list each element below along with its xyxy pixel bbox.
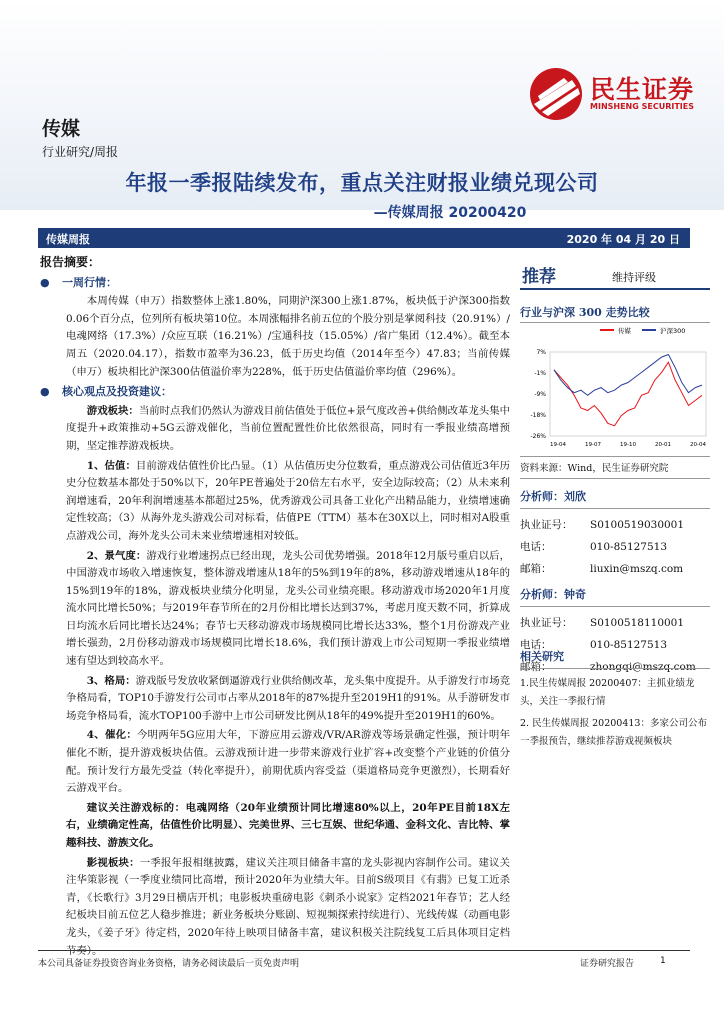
- y-tick-label: -1%: [534, 370, 546, 377]
- structure-paragraph: 3、格局：游戏版号发放收紧倒逼游戏行业供给侧改革，龙头集中度提升。从手游发行市场竞争格局看，TOP10手游发行公司市占率从2018年的87%提升至2019H1的91%。从手游研发市场竞争格局看，流水TOP100手游中上市公司研发比例从18年的49%提升至2019H1的60%。: [66, 674, 511, 722]
- weekly-heading: ● 一周行情：: [40, 274, 510, 292]
- report-subtitle: —传媒周报 20200420: [373, 205, 527, 221]
- related-item[interactable]: 2. 民生传媒周报 20200413：多家公司公布一季报预告，继续推荐游戏视频板块: [520, 718, 707, 747]
- legend-hs300: 沪深300: [660, 327, 686, 335]
- chart-source: 资料来源：Wind，民生证券研究院: [520, 463, 669, 474]
- valuation-paragraph: 1、估值：目前游戏估值性价比凸显。（1）从估值历史分位数看，重点游戏公司估值近3年历史分位数基本都处于50%以下，20年PE普遍处于20倍左右水平，安全边际较高；（2）从未来利润增速看，20年利润增速基本都超过25%，优秀游戏公司具备工业化产出精品能力，业绩增速确定性较高；（3）从海外龙头游戏公司对标看，估值PE（TTM）基本在30X以上，同时相对A股重点游戏公司，海外龙头公司未来业绩增速相对较低。: [66, 459, 510, 542]
- source-divider: [520, 478, 710, 479]
- chart-title-divider: [520, 322, 710, 323]
- footer-disclaimer: 本公司具备证券投资咨询业务资格，请务必阅读最后一页免责声明: [38, 959, 300, 969]
- analyst-1-license: 执业证号： S0100519030001: [520, 519, 685, 531]
- chart-series: [554, 355, 702, 426]
- rating-box: [520, 262, 710, 290]
- weekly-text: 本周传媒（申万）指数整体上涨1.80%，同期沪深300上涨1.87%，板块低于沪深300指数0.06个百分点，位列所有板块第10位。本周涨幅排名前五位的个股分别是掌阅科技（20.91%）/电魂网络（17.3%）/众应互联（16.21%）/宝通科技（15.05%）/省广集团（12.4%）。截至本周五（2020.04.17），指数市盈率为36.23，低于历史均值（2014年至今）47.83；当前传媒（申万）板块相比沪深300估值溢价率为228%，低于历史估值溢价率均值（296%）。: [66, 295, 510, 378]
- trend-chart: [520, 324, 712, 456]
- chart-title: 行业与沪深 300 走势比较: [520, 306, 650, 319]
- series-line-media: [554, 362, 702, 426]
- summary-section: [40, 254, 510, 962]
- film-paragraph: 影视板块：一季报年报相继披露，建议关注项目储备丰富的龙头影视内容制作公司。建议关注华策影视（一季度业绩同比高增，预计2020年为业绩大年。目前S级项目《有翡》已复工近杀青，《长歌行》3月29日横店开机；电影板块重磅电影《刺杀小说家》定档2021年春节；艺人经纪板块目前五位艺人稳步推进；新业务板块分账剧、短视频探索持续进行）、光线传媒（动画电影龙头，《姜子牙》待定档，2020年待上映项目储备丰富，建议积极关注院线复工后具体项目定档节奏）。: [66, 856, 511, 957]
- page-number: 1: [660, 956, 666, 966]
- game-intro: 游戏板块：当前时点我们仍然认为游戏目前估值处于低位+景气度改善+供给侧改革龙头集中度提升+政策推动+5G云游戏催化，当前位置配置性价比依然很高，同时有一季报业绩高增预期，坚定推荐游戏板块。: [66, 404, 510, 452]
- x-tick-label: 20-04: [690, 442, 706, 448]
- x-tick-label: 19-04: [550, 442, 566, 448]
- x-tick-label: 20-01: [655, 442, 671, 448]
- analyst-2-heading: 分析师：钟奇: [520, 588, 586, 601]
- y-tick-label: -9%: [534, 391, 546, 398]
- brand-english: MINSHENG SECURITIES: [590, 102, 694, 111]
- summary-heading: 报告摘要：: [40, 255, 101, 269]
- y-tick-label: -18%: [530, 412, 546, 419]
- report-type: 行业研究/周报: [42, 145, 119, 159]
- analyst-1: [520, 488, 710, 580]
- related-heading: 相关研究: [520, 648, 710, 669]
- x-axis: [550, 442, 706, 448]
- rating-label: 推荐: [522, 267, 556, 287]
- y-tick-label: 7%: [536, 349, 546, 356]
- x-tick-label: 19-10: [620, 442, 636, 448]
- bar-left-label: 传媒周报: [46, 233, 90, 246]
- catalyst-paragraph: 4、催化：今明两年5G应用大年，下游应用云游戏/VR/AR游戏等场景确定性强，预计明年催化不断，提升游戏板块估值。云游戏预计进一步带来游戏行业扩容+改变整个产业链的价值分配。预计发行方最先受益（转化率提升），前期优质内容受益（渠道格局竞争更激烈），长期看好云游戏平台。: [66, 729, 510, 795]
- rating-row: [520, 262, 710, 290]
- analyst-2-license: 执业证号： S0100518110001: [520, 617, 685, 629]
- related-item[interactable]: 1.民生传媒周报 20200407：主抓业绩龙头，关注一季报行情: [520, 678, 695, 707]
- y-axis: [530, 349, 546, 440]
- x-tick-label: 19-07: [585, 442, 601, 448]
- prosperity-paragraph: 2、景气度：游戏行业增速拐点已经出现，龙头公司优势增强。2018年12月版号重启以后，中国游戏市场收入增速恢复，整体游戏增速从18年的5%到19年的8%，移动游戏增速从18年的15%到19年的18%，游戏板块业绩分化明显，龙头公司业绩亮眼。移动游戏市场2020年1月度流水同比增长50%；与2019年春节所在的2月份相比增长达到37%，考虑月度天数不同，折算成日均流水后同比增长达24%；春节七天移动游戏市场规模同比增长达33%，整个1月份游戏产业增长强劲，2月份移动游戏市场规模同比增长18.6%，我们预计游戏上市公司短期一季报业绩增速有望达到较高水平。: [66, 549, 510, 668]
- header-bar: [38, 228, 690, 248]
- legend-media: 传媒: [618, 327, 631, 335]
- report-title: 年报一季报陆续发布，重点关注财报业绩兑现公司: [125, 171, 599, 195]
- analyst-1-heading: 分析师：刘欣: [520, 490, 586, 503]
- rating-value: 维持评级: [612, 271, 656, 284]
- footer-report-type: 证券研究报告: [580, 959, 635, 969]
- minsheng-logo-icon: [528, 66, 588, 122]
- recommend-paragraph: 建议关注游戏标的：电魂网络（20年业绩预计同比增速80%以上，20年PE目前18X左右，业绩确定性高，估值性价比明显）、完美世界、三七互娱、世纪华通、金科文化、吉比特、掌趣科技、游族文化。: [66, 801, 510, 849]
- analyst-1-phone: 电话： 010-85127513: [520, 541, 668, 553]
- chart-bottom-divider: [520, 456, 710, 457]
- related-research: [520, 648, 710, 751]
- bullet-icon: ●: [40, 385, 50, 399]
- footer-divider: [38, 950, 690, 951]
- y-tick-label: -26%: [530, 433, 546, 440]
- bullet-icon: ●: [40, 275, 50, 289]
- sector-label: 传媒: [42, 118, 81, 140]
- report-date: 2020 年 04 月 20 日: [566, 233, 680, 246]
- analyst-2-email: 邮箱： zhongqi@mszq.com: [520, 661, 696, 673]
- core-heading: ● 核心观点及投资建议：: [40, 383, 510, 401]
- analyst-2-phone: 电话： 010-85127513: [520, 639, 668, 651]
- analyst-1-email: 邮箱： liuxin@mszq.com: [520, 563, 684, 575]
- brand-name: 民生证券: [590, 75, 695, 104]
